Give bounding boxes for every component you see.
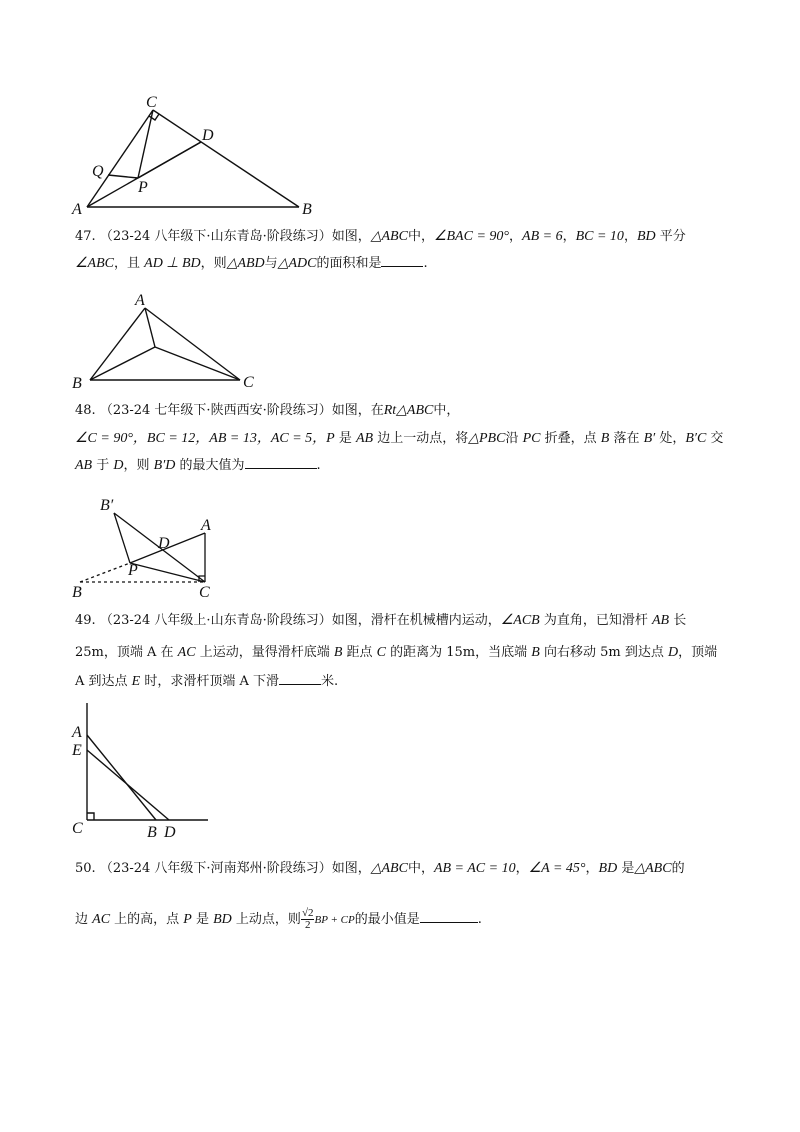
math-expression: ∠A = 45° xyxy=(528,861,586,876)
question-text: 如图，滑杆在机械槽内运动， xyxy=(331,613,501,628)
question-text: A 到达点 xyxy=(75,674,132,689)
question-text: 5m xyxy=(600,645,621,660)
math-expression: PC xyxy=(522,431,541,446)
fraction-sqrt2-over-2 xyxy=(301,908,315,931)
math-expression: AB xyxy=(355,431,374,446)
question-text: 如图， xyxy=(331,861,371,876)
question-text: 的最大值为 xyxy=(175,458,245,473)
math-expression: ∠BAC = 90° xyxy=(433,229,509,244)
question-number: 48. xyxy=(75,403,96,418)
label-D: D xyxy=(202,127,214,144)
question-text: 到达点 xyxy=(620,645,668,660)
math-expression: B′D xyxy=(153,458,176,473)
question-text: 处， xyxy=(655,431,686,446)
question-49 xyxy=(75,612,735,691)
question-text: ， xyxy=(515,861,529,876)
question-text: 于 xyxy=(92,458,114,473)
rod-ED xyxy=(87,750,169,820)
fraction-denominator: 2 xyxy=(304,919,311,931)
label-A: A xyxy=(72,724,82,741)
label-Bprime: B′ xyxy=(100,497,114,514)
segment-AC xyxy=(145,308,240,380)
question-text: 落在 xyxy=(609,431,644,446)
answer-blank[interactable] xyxy=(381,254,423,267)
question-47 xyxy=(75,228,735,273)
segment-PC xyxy=(130,563,205,582)
question-text: 是 xyxy=(334,431,356,446)
question-text: 中， xyxy=(407,229,434,244)
question-number: 49. xyxy=(75,613,96,628)
math-expression: ∠C = 90°，BC = 12，AB = 13，AC = 5，P xyxy=(75,431,335,446)
question-text: 中， xyxy=(407,861,434,876)
question-text: ，顶端 xyxy=(678,645,718,660)
math-expression: B xyxy=(333,645,343,660)
label-A: A xyxy=(135,292,145,309)
question-text: . xyxy=(423,256,428,271)
question-text: 中， xyxy=(433,403,460,418)
question-text: 距点 xyxy=(342,645,377,660)
math-expression: AB = AC = 10 xyxy=(433,861,516,876)
label-B: B xyxy=(72,375,82,390)
label-B: B xyxy=(302,201,312,218)
label-D: D xyxy=(164,824,176,841)
question-text: 如图， xyxy=(331,229,371,244)
math-expression: D xyxy=(113,458,124,473)
question-text: ，且 xyxy=(114,256,145,271)
label-C: C xyxy=(72,820,83,837)
label-D: D xyxy=(158,535,170,552)
figure-49 xyxy=(70,695,220,845)
figure-48 xyxy=(70,495,230,605)
question-text: 15m xyxy=(446,645,476,660)
math-expression: BC = 10 xyxy=(575,229,624,244)
question-text: 的最小值是 xyxy=(354,912,420,927)
question-text: 是 xyxy=(191,912,214,927)
math-expression: AC xyxy=(92,912,111,927)
question-number: 47. xyxy=(75,229,96,244)
math-expression: AC xyxy=(177,645,196,660)
answer-blank[interactable] xyxy=(420,910,478,923)
question-text: 向右移动 xyxy=(539,645,601,660)
label-B: B xyxy=(72,584,82,601)
math-expression: △ABD xyxy=(226,256,265,271)
question-source: （23-24 八年级下·山东青岛·阶段练习） xyxy=(99,229,332,244)
question-text: ，则 xyxy=(200,256,227,271)
label-C: C xyxy=(199,584,210,601)
question-text: 上动点，则 xyxy=(231,912,301,927)
question-text: 上的高，点 xyxy=(110,912,184,927)
question-text: 沿 xyxy=(505,431,523,446)
question-text: 边 xyxy=(75,912,93,927)
math-expression: BD xyxy=(636,229,656,244)
math-expression: △ABC xyxy=(634,861,672,876)
math-expression: B′ xyxy=(643,431,656,446)
question-text: 时，求滑杆顶端 A 下滑 xyxy=(140,674,280,689)
math-expression: ∠ACB xyxy=(500,613,540,628)
label-C: C xyxy=(243,374,254,390)
answer-blank[interactable] xyxy=(245,456,317,469)
math-expression: BD xyxy=(598,861,618,876)
question-text: 米. xyxy=(321,674,339,689)
segment-BpP xyxy=(114,513,130,563)
math-expression: △ABC xyxy=(370,229,408,244)
segment-CB xyxy=(153,110,299,207)
rod-AB xyxy=(87,735,156,820)
math-expression: P xyxy=(183,912,192,927)
fraction-numerator: √2 xyxy=(301,907,314,919)
math-expression: AD ⊥ BD xyxy=(144,256,201,271)
right-angle-mark xyxy=(87,813,94,820)
label-E: E xyxy=(72,742,82,759)
question-text: 与 xyxy=(264,256,278,271)
label-A: A xyxy=(201,517,211,534)
question-source: （23-24 七年级下·陕西西安·阶段练习） xyxy=(99,403,332,418)
question-source: （23-24 八年级上·山东青岛·阶段练习） xyxy=(99,613,332,628)
question-text: . xyxy=(477,912,482,927)
segment-BD xyxy=(90,347,155,380)
label-P: P xyxy=(128,562,138,579)
question-text: 的面积和是 xyxy=(316,256,382,271)
figure-46 xyxy=(70,90,330,220)
math-expression: B xyxy=(531,645,540,660)
label-A: A xyxy=(72,201,82,218)
segment-BP-dashed xyxy=(80,563,130,582)
label-P: P xyxy=(138,179,148,196)
question-source: （23-24 八年级下·河南郑州·阶段练习） xyxy=(99,861,332,876)
question-text: ， xyxy=(623,229,637,244)
math-expression: BP + CP xyxy=(314,914,355,926)
label-Q: Q xyxy=(92,163,104,180)
math-expression: △PBC xyxy=(468,431,506,446)
question-text: ，顶端 A 在 xyxy=(103,645,178,660)
math-expression: E xyxy=(131,674,141,689)
question-text: ，当底端 xyxy=(475,645,532,660)
math-expression: Rt△ABC xyxy=(383,403,434,418)
segment-DC xyxy=(155,347,240,380)
question-number: 50. xyxy=(75,861,96,876)
question-text: . xyxy=(316,458,321,473)
question-text: ， xyxy=(585,861,599,876)
question-text: 交 xyxy=(706,431,724,446)
question-text: 为直角，已知滑杆 xyxy=(539,613,652,628)
question-text: 上运动，量得滑杆底端 xyxy=(195,645,334,660)
segment-AB xyxy=(90,308,145,380)
question-text: 25m xyxy=(75,645,104,660)
question-text: 是 xyxy=(617,861,635,876)
question-48 xyxy=(75,402,735,475)
question-text: 折叠，点 xyxy=(540,431,601,446)
question-text: 长 xyxy=(669,613,687,628)
question-text: 边上一动点，将 xyxy=(373,431,469,446)
answer-blank[interactable] xyxy=(279,672,321,685)
math-expression: D xyxy=(667,645,679,660)
math-expression: C xyxy=(376,645,386,660)
question-text: 的距离为 xyxy=(386,645,447,660)
label-B: B xyxy=(147,824,157,841)
question-text: ， xyxy=(509,229,523,244)
question-text: ，则 xyxy=(123,458,154,473)
segment-QP xyxy=(108,175,138,178)
math-expression: AB = 6 xyxy=(522,229,563,244)
question-text: 的 xyxy=(671,861,685,876)
question-50 xyxy=(75,860,735,931)
math-expression: AB xyxy=(651,613,670,628)
math-expression: ∠ABC xyxy=(75,256,114,271)
math-expression: △ADC xyxy=(277,256,317,271)
question-text: 平分 xyxy=(655,229,686,244)
math-expression: BD xyxy=(213,912,232,927)
segment-PD xyxy=(138,142,201,178)
math-expression: B xyxy=(600,431,610,446)
math-expression: △ABC xyxy=(370,861,408,876)
question-text: ， xyxy=(562,229,576,244)
label-C: C xyxy=(146,94,157,111)
figure-47 xyxy=(70,290,270,390)
math-expression: B′C xyxy=(685,431,707,446)
math-expression: AB xyxy=(75,458,93,473)
question-text: 如图，在 xyxy=(331,403,384,418)
